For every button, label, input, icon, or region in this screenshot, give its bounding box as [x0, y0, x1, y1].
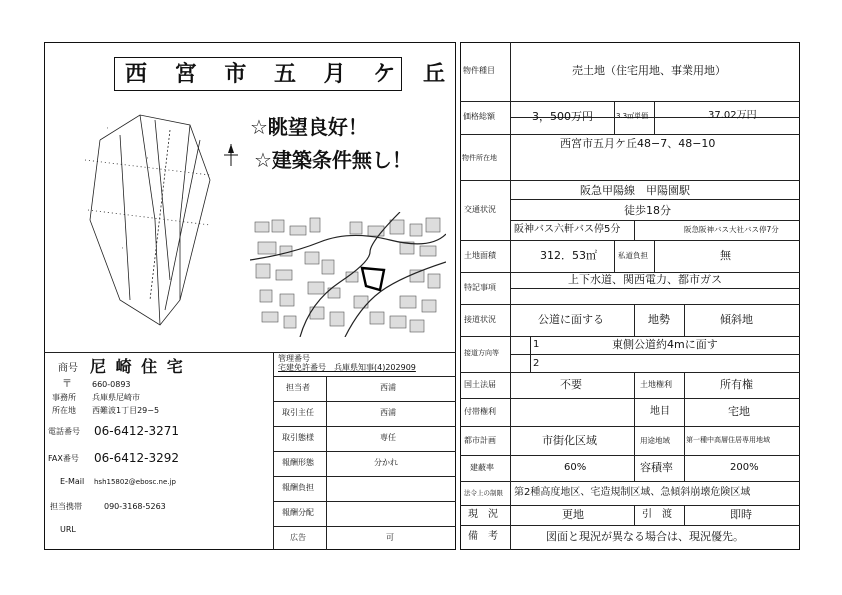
address-value: 西難波1丁目29−5	[92, 406, 160, 415]
catch-line-2: ☆建築条件無し！	[254, 148, 412, 172]
area-label: 土地面積	[464, 251, 496, 260]
catch-line-1: ☆眺望良好！	[250, 115, 368, 139]
lot-survey-drawing	[60, 100, 250, 330]
address-label: 所在地	[52, 406, 76, 415]
remark-label: 備 考	[468, 531, 498, 542]
traffic-line-2: 徒歩18分	[624, 204, 671, 217]
unit-label: 3.3㎡単価	[616, 112, 649, 120]
staff-table	[274, 376, 456, 550]
handover-value: 即時	[730, 508, 752, 521]
staff-label-7: 広告	[290, 533, 306, 542]
special-label: 特記事項	[464, 283, 496, 292]
use-label: 用途地域	[640, 436, 670, 445]
shogo-label: 商号	[58, 363, 78, 374]
office-label: 事務所	[52, 393, 76, 402]
fax-label: FAX番号	[48, 454, 79, 463]
status-label: 現 況	[468, 509, 498, 520]
tel-label: 電話番号	[48, 427, 80, 436]
staff-value-3: 専任	[380, 433, 396, 442]
shogo-value: 尼 崎 住 宅	[90, 357, 185, 376]
roaddir-2-no: 2	[533, 358, 540, 369]
svg-text:・: ・	[180, 196, 186, 202]
email-value: hsh15802@ebosc.ne.jp	[94, 478, 176, 486]
cat-value: 宅地	[728, 405, 750, 418]
staff-label-6: 報酬分配	[282, 508, 314, 517]
svg-text:・: ・	[145, 156, 151, 162]
price-label: 価格総額	[463, 112, 495, 121]
roaddir-1-value: 東側公道約4mに面す	[612, 338, 718, 351]
other-label: 法令上の制限	[464, 489, 503, 497]
company-divider	[44, 352, 456, 353]
staff-value-4: 分かれ	[374, 458, 398, 467]
far-label: 容積率	[640, 461, 673, 474]
license-line-1: 管理番号	[278, 354, 310, 363]
price-value: 3，500万円	[532, 110, 593, 123]
special-value: 上下水道、関西電力、都市ガス	[568, 273, 722, 286]
nla-label: 国土法届	[464, 380, 496, 389]
terrain-value: 傾斜地	[720, 313, 753, 326]
plan-value: 市街化区域	[542, 434, 597, 447]
type-label: 物件種目	[463, 66, 495, 75]
remark-value: 図面と現況が異なる場合は、現況優先。	[546, 530, 744, 543]
office-value: 兵庫県尼崎市	[92, 393, 140, 402]
right-value: 所有権	[720, 378, 753, 391]
svg-text:・: ・	[105, 126, 111, 132]
url-label: URL	[60, 525, 76, 534]
road-label: 接道状況	[464, 315, 496, 324]
type-value: 売土地（住宅用地、事業用地）	[572, 64, 726, 77]
terrain-label: 地勢	[648, 313, 670, 326]
road-value: 公道に面する	[538, 313, 604, 326]
tel-value: 06-6412-3271	[94, 424, 180, 438]
staff-value-2: 西浦	[380, 408, 396, 417]
staff-label-3: 取引態様	[282, 433, 314, 442]
area-value: 312．53㎡	[540, 249, 597, 262]
far-value: 200%	[730, 462, 759, 473]
page-title: 西 宮 市 五 月 ケ 丘	[125, 62, 455, 87]
private-value: 無	[720, 249, 731, 262]
nla-value: 不要	[560, 378, 582, 391]
loc-value: 西宮市五月ケ丘48−7、48−10	[560, 137, 716, 150]
staff-value-1: 西浦	[380, 383, 396, 392]
postal-mark: 〒	[62, 379, 72, 390]
north-arrow-icon	[222, 144, 240, 166]
staff-label-2: 取引主任	[282, 408, 314, 417]
traffic-bus-1: 阪神バス六軒バス停5分	[514, 224, 621, 235]
handover-label: 引 渡	[642, 509, 672, 520]
svg-text:・: ・	[120, 246, 126, 252]
title-box	[114, 57, 455, 91]
use-value: 第一種中高層住居専用地域	[686, 436, 770, 444]
license-line-2: 宅建免許番号 兵庫県知事(4)202909	[278, 363, 416, 372]
cov-label: 建蔽率	[470, 463, 494, 472]
staff-label-4: 報酬形態	[282, 458, 314, 467]
fax-value: 06-6412-3292	[94, 451, 180, 465]
mobile-value: 090-3168-5263	[104, 502, 166, 511]
staff-value-7: 可	[386, 533, 394, 542]
roaddir-1-no: 1	[533, 339, 540, 350]
staff-label-1: 担当者	[286, 383, 310, 392]
cat-label: 地目	[650, 406, 670, 417]
mobile-label: 担当携帯	[50, 502, 82, 511]
traffic-line-1: 阪急甲陽線 甲陽園駅	[580, 184, 690, 197]
status-value: 更地	[562, 508, 584, 521]
staff-label-5: 報酬負担	[282, 483, 314, 492]
plan-label: 都市計画	[464, 436, 496, 445]
traffic-label: 交通状況	[464, 205, 496, 214]
other-value: 第2種高度地区、宅造規制区域、急傾斜崩壊危険区域	[514, 487, 751, 498]
right-label: 土地権利	[640, 380, 672, 389]
private-label: 私道負担	[618, 251, 648, 260]
postal-value: 660-0893	[92, 380, 131, 389]
email-label: E-Mail	[60, 477, 85, 486]
location-map	[250, 212, 446, 337]
traffic-bus-2: 阪急阪神バス大社バス停7分	[684, 225, 779, 234]
lease-label: 付帯権利	[464, 407, 496, 416]
roaddir-label: 接道方向等	[464, 349, 499, 357]
loc-label: 物件所在地	[462, 154, 497, 162]
unit-value: 37.02万円	[708, 110, 757, 121]
cov-value: 60%	[564, 462, 587, 473]
